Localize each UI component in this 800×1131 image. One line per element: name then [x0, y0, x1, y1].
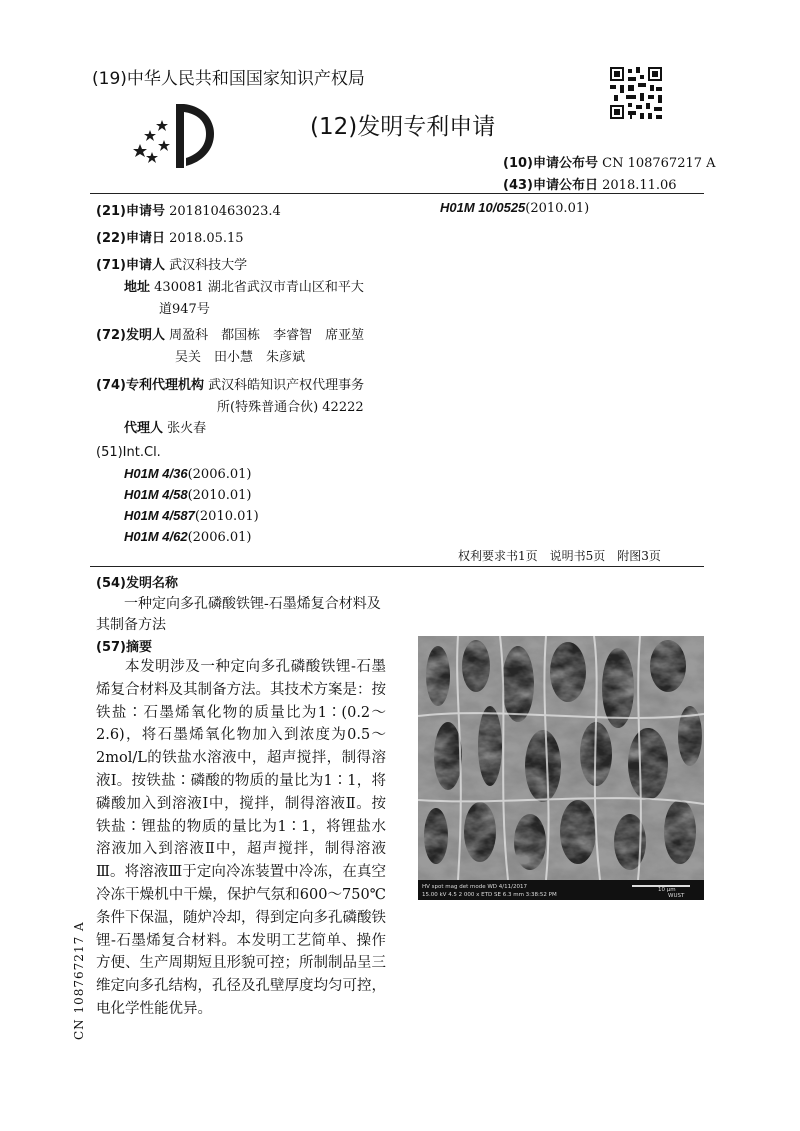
publication-number: CN 108767217 A	[602, 156, 716, 171]
agency-line-2: 所(特殊普通合伙) 42222	[217, 400, 364, 415]
sem-scale-label: 10 µm	[658, 887, 676, 893]
class-version: (2006.01)	[187, 467, 252, 482]
sem-micrograph	[418, 636, 704, 900]
office-name: (19)中华人民共和国国家知识产权局	[92, 69, 365, 89]
cnipa-logo	[132, 100, 218, 172]
invention-title-line-2: 其制备方法	[96, 617, 166, 633]
address-line-2: 道947号	[159, 302, 210, 317]
application-number-label: (21)申请号	[96, 204, 165, 219]
publication-number-label: (10)申请公布号	[503, 156, 598, 171]
publication-date-label: (43)申请公布日	[503, 178, 598, 193]
class-version: (2006.01)	[187, 530, 252, 545]
document-type: (12)发明专利申请	[310, 114, 496, 140]
class-version: (2010.01)	[187, 488, 252, 503]
publication-date: 2018.11.06	[602, 178, 677, 193]
invention-title-line-1: 一种定向多孔磷酸铁锂-石墨烯复合材料及	[124, 596, 381, 612]
address-label: 地址	[124, 280, 151, 295]
class-code: H01M 4/587	[124, 508, 195, 523]
class-code: H01M 4/36	[124, 466, 188, 481]
section-rule	[90, 566, 704, 567]
side-publication-number: CN 108767217 A	[72, 921, 86, 1040]
class-entry	[124, 487, 252, 503]
address-line-1: 430081 湖北省武汉市青山区和平大	[154, 280, 364, 295]
class-code: H01M 4/58	[124, 487, 188, 502]
applicant-label: (71)申请人	[96, 258, 165, 273]
applicant: 武汉科技大学	[169, 258, 248, 273]
abstract-text: 本发明涉及一种定向多孔磷酸铁锂-石墨烯复合材料及其制备方法。其技术方案是：按铁盐∶石墨烯氧化物的质量比为1∶(0.2～2.6)，将石墨烯氧化物加入到浓度为0.5～2mol/L的铁盐水溶液中，超声搅拌，制得溶液Ⅰ。按铁盐∶磷酸的物质的量比为1∶1，将磷酸加入到溶液Ⅰ中，搅拌，制得溶液Ⅱ。按铁盐∶锂盐的物质的量比为1∶1，将锂盐水溶液加入到溶液Ⅱ中，超声搅拌，制得溶液Ⅲ。将溶液Ⅲ于定向冷冻装置中冷冻，在真空冷冻干燥机中干燥，保护气氛和600～750℃条件下保温，随炉冷却，得到定向多孔磷酸铁锂-石墨烯复合材料。本发明工艺简单、操作方便、生产周期短且形貌可控；所制制品呈三维定向多孔结构，孔径及孔壁厚度均匀可控，电化学性能优异。	[96, 659, 386, 1017]
filing-date-label: (22)申请日	[96, 231, 165, 246]
agency-label: (74)专利代理机构	[96, 378, 204, 393]
inventors-line-2: 吴关 田小慧 朱彦斌	[175, 350, 306, 365]
agent-label: 代理人	[124, 421, 164, 436]
ipc-main-code: H01M 10/0525	[440, 200, 526, 215]
page-count-info: 权利要求书1页 说明书5页 附图3页	[458, 549, 661, 563]
class-entry	[124, 529, 252, 545]
class-entry	[124, 466, 252, 482]
agency-line-1: 武汉科皓知识产权代理事务	[208, 378, 365, 393]
application-number: 201810463023.4	[169, 204, 281, 219]
sem-org-label: WUST	[668, 893, 685, 899]
class-entry	[124, 508, 259, 524]
agent: 张火春	[167, 421, 207, 436]
intcl-label: (51)Int.Cl.	[96, 445, 161, 460]
abstract-label: (57)摘要	[96, 640, 152, 655]
sem-info-row-2: 15.00 kV 4.5 2 000 x ETD SE 6.3 mm 3:38:52 PM	[422, 892, 557, 898]
sem-info-row-1: HV spot mag det mode WD 4/11/2017	[422, 884, 527, 890]
header-rule	[90, 193, 704, 194]
inventors-line-1: 周盈科 都国栋 李睿智 席亚堃	[169, 328, 365, 343]
ipc-main-version: (2010.01)	[525, 201, 590, 216]
class-version: (2010.01)	[194, 509, 259, 524]
invention-title-label: (54)发明名称	[96, 576, 178, 591]
class-code: H01M 4/62	[124, 529, 188, 544]
filing-date: 2018.05.15	[169, 231, 244, 246]
qr-code	[610, 67, 662, 119]
inventors-label: (72)发明人	[96, 328, 165, 343]
